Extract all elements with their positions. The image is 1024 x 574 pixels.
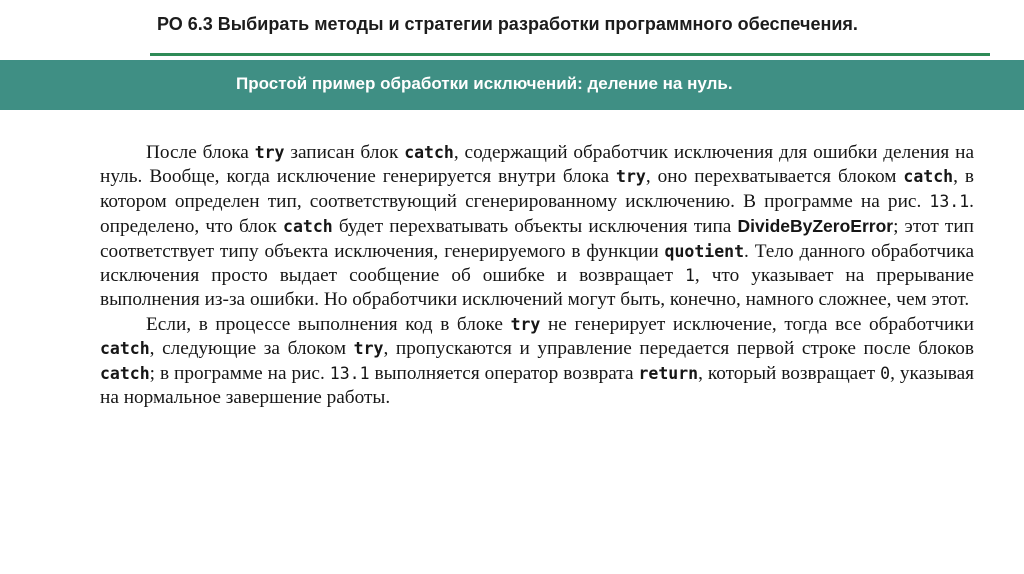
- text-run: , пропускаются и управление передается первой строке после блоков: [383, 338, 974, 360]
- text-run: . Тело данного обработчика исключения просто выдает сообщение об ошибке и возвращает: [100, 240, 974, 287]
- class-name: DivideByZeroError: [737, 216, 894, 237]
- text-run: ; в программе на рис.: [149, 362, 330, 384]
- text-run: будет перехватывать объекты исключения типа: [332, 216, 738, 238]
- text-run: , оно перехватывается блоком: [645, 166, 904, 188]
- keyword-catch: catch: [283, 217, 333, 237]
- text-run: . определено, что блок: [100, 190, 974, 238]
- keyword-return: return: [638, 363, 699, 383]
- title-underline: [150, 53, 990, 56]
- text-run: , следующие за блоком: [149, 338, 354, 360]
- figure-number: 13.1: [929, 191, 970, 211]
- paragraph-1: [100, 141, 974, 313]
- section-title: Простой пример обработки исключений: деление на нуль.: [236, 74, 733, 93]
- text-run: , указывая на нормальное завершение работы.: [100, 362, 975, 409]
- text-run: Если, в процессе выполнения код в блоке: [146, 313, 511, 335]
- slide-title: РО 6.3 Выбирать методы и стратегии разработки программного обеспечения.: [157, 14, 858, 34]
- return-value: 0: [880, 363, 891, 383]
- keyword-try: try: [353, 339, 384, 359]
- paragraph-2: [100, 313, 974, 411]
- return-value: 1: [684, 266, 695, 286]
- keyword-catch: catch: [903, 167, 954, 187]
- text-run: , что указывает на прерывание выполнения из-за ошибки. Но обработчики исключений могут быть, конечно, намного сложнее, чем этот.: [100, 265, 974, 311]
- text-run: выполняется оператор возврата: [369, 362, 639, 384]
- text-run: , в котором определен тип, соответствующий сгенерированному исключению. В программе на рис.: [100, 166, 974, 212]
- keyword-catch: catch: [100, 339, 150, 359]
- keyword-try: try: [510, 314, 541, 334]
- text-run: не генерирует исключение, тогда все обработчики: [540, 313, 974, 335]
- figure-number: 13.1: [329, 363, 370, 383]
- keyword-catch: catch: [100, 363, 150, 383]
- keyword-try: try: [616, 167, 646, 187]
- text-run: После блока: [146, 142, 255, 163]
- keyword-try: try: [254, 143, 285, 162]
- text-run: , который возвращает: [698, 362, 881, 384]
- keyword-catch: catch: [404, 143, 454, 162]
- text-run: , содержащий обработчик исключения для ошибки деления на нуль. Вообще, когда исключение генерируется внутри блока: [100, 142, 975, 188]
- body-text: [100, 141, 974, 410]
- section-banner: [0, 60, 1024, 110]
- text-run: ; этот тип соответствует типу объекта исключения, генерируемого в функции: [100, 216, 974, 262]
- function-name: quotient: [664, 241, 745, 261]
- text-run: записан блок: [284, 142, 405, 163]
